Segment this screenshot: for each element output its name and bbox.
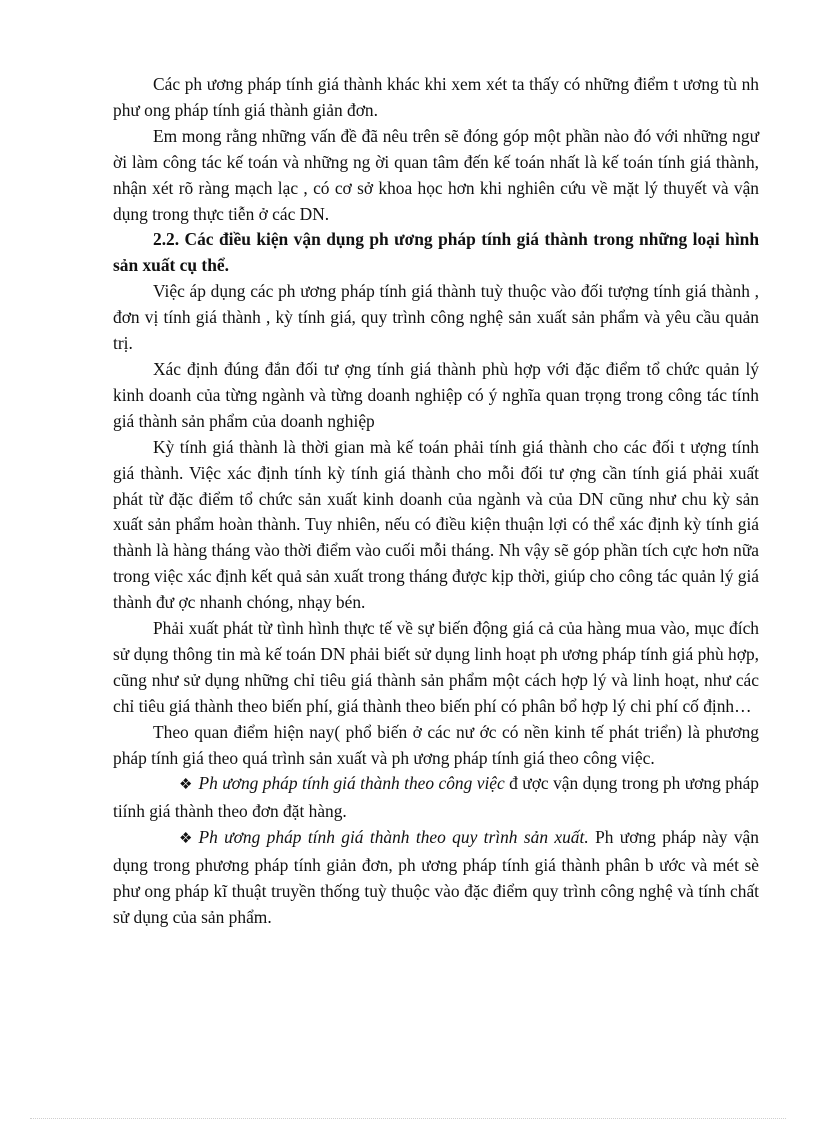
footer-divider <box>30 1118 786 1119</box>
bullet-item-2 <box>113 825 759 931</box>
paragraph-2: Em mong rằng những vấn đề đã nêu trên sẽ đóng góp một phần nào đó với những ngư ời làm công tác kế toán và những ng ời quan tâm đến kế toán nhất là kế toán tính giá thành, nhận xét rõ ràng mạch lạc , có cơ sở khoa học hơn khi nghiên cứu về mặt lý thuyết và vận dụng trong thực tiễn ở các DN. <box>113 125 759 224</box>
bullet-item-1-title: Ph ương pháp tính giá thành theo công việc <box>198 773 505 794</box>
diamond-bullet-icon: ❖ <box>179 831 193 848</box>
diamond-bullet-icon: ❖ <box>179 777 193 794</box>
paragraph-7: Theo quan điểm hiện nay( phổ biến ở các nư ớc có nền kinh tế phát triển) là phương pháp tính giá theo quá trình sản xuất và ph ương pháp tính giá theo công việc. <box>113 721 759 768</box>
paragraph-5: Kỳ tính giá thành là thời gian mà kế toán phải tính giá thành cho các đối t ượng tính giá thành. Việc xác định tính kỳ tính giá thành cho mỗi đối tư ợng cần tính giá phải xuất phát từ đặc điểm tổ chức sản xuất kinh doanh của ngành và của DN cũng như chu kỳ sản xuất sản phẩm hoàn thành. Tuy nhiên, nếu có điều kiện thuận lợi có thể xác định kỳ tính giá thành là hàng tháng vào thời điểm vào cuối mỗi tháng. Nh vậy sẽ góp phần tích cực hơn nữa trong việc xác định kết quả sản xuất trong tháng được kịp thời, giúp cho công tác quản lý giá thành đư ợc nhanh chóng, nhạy bén. <box>113 436 759 613</box>
document-page <box>113 72 759 931</box>
bullet-item-1-text: đ ược vận dụng trong ph ương pháp tiính giá thành theo đơn đặt hàng. <box>113 773 759 822</box>
section-heading: 2.2. Các điều kiện vận dụng ph ương pháp tính giá thành trong những loại hình sản xuất cụ thể. <box>113 229 759 276</box>
paragraph-6: Phải xuất phát từ tình hình thực tế về sự biến động giá cả của hàng mua vào, mục đích sử dụng thông tin mà kế toán DN phải biết sử dụng linh hoạt ph ương pháp tính giá phù hợp, cũng như sử dụng những chỉ tiêu giá thành sản phẩm một cách hợp lý và linh hoạt, như các chỉ tiêu giá thành theo biến phí, giá thành theo biến phí có phân bổ hợp lý chi phí cố định… <box>113 618 759 716</box>
paragraph-4: Xác định đúng đắn đối tư ợng tính giá thành phù hợp với đặc điểm tổ chức quản lý kinh doanh của từng ngành và từng doanh nghiệp có ý nghĩa quan trọng trong công tác tính giá thành sản phẩm của doanh nghiệp <box>113 358 759 431</box>
bullet-item-2-title: Ph ương pháp tính giá thành theo quy trình sản xuất. <box>198 827 589 848</box>
bullet-item-2-text: Ph ương pháp này vận dụng trong phương pháp tính giản đơn, ph ương pháp tính giá thành phân b ước và mét sè phư ong pháp kĩ thuật truyền thống tuỳ thuộc vào đặc điểm quy trình công nghệ và tính chất sử dụng của sản phẩm. <box>113 827 759 927</box>
bullet-item-1 <box>113 771 759 825</box>
paragraph-3: Việc áp dụng các ph ương pháp tính giá thành tuỳ thuộc vào đối tượng tính giá thành , đơn vị tính giá thành , kỳ tính giá, quy trình công nghệ sản xuất sản phẩm và yêu cầu quản trị. <box>113 281 759 354</box>
paragraph-1: Các ph ương pháp tính giá thành khác khi xem xét ta thấy có những điểm t ương tù nh phư ong pháp tính giá thành giản đơn. <box>113 74 759 120</box>
